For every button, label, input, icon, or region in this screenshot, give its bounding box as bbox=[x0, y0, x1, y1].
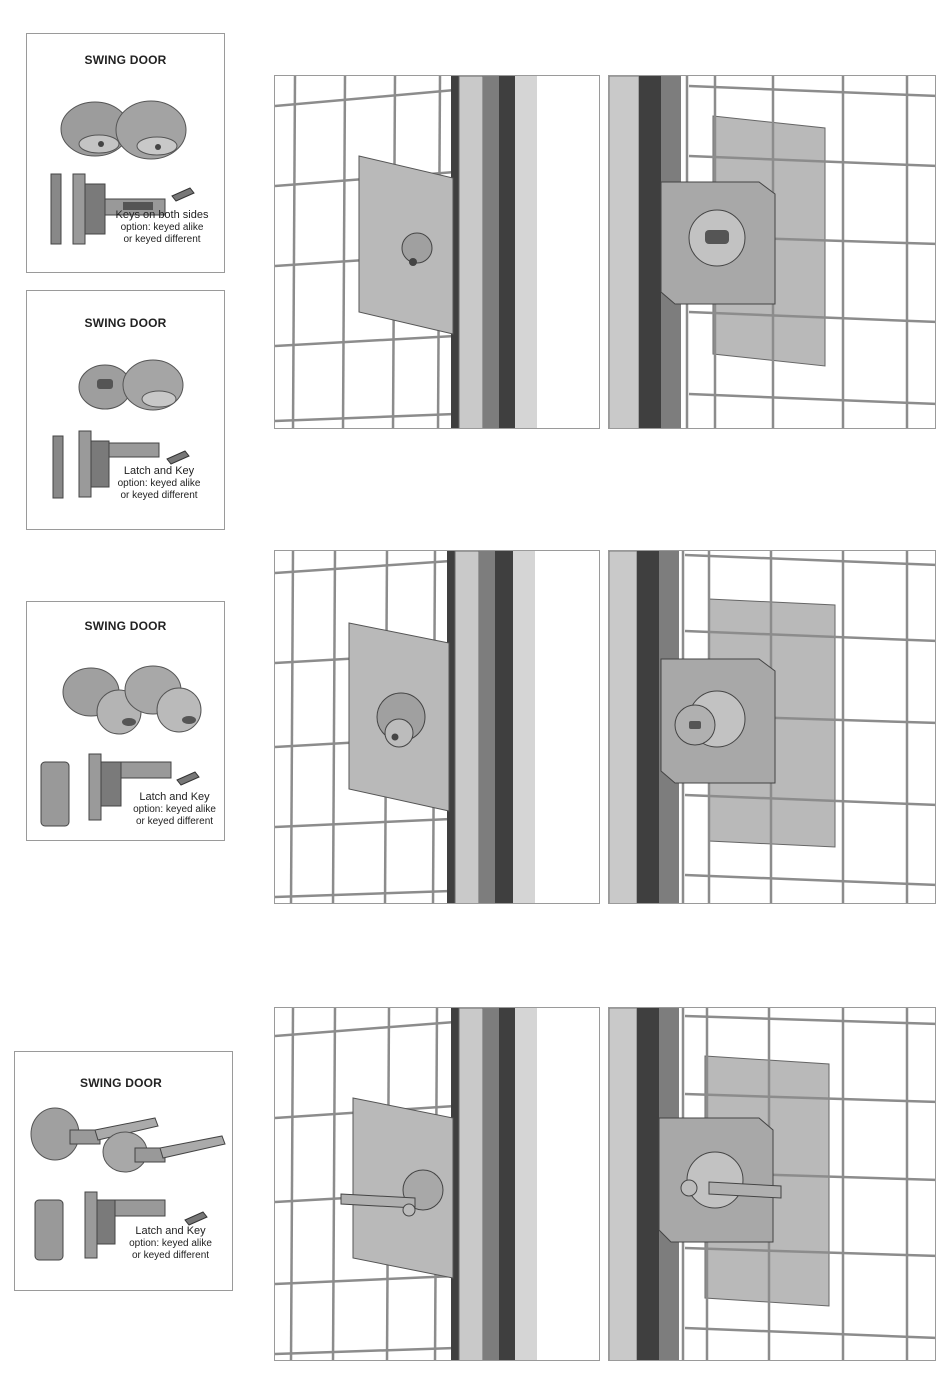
caption-line3: or keyed different bbox=[120, 490, 198, 501]
panel-row2-inside bbox=[608, 550, 936, 904]
caption-main: Keys on both sides bbox=[115, 209, 209, 221]
card-title: SWING DOOR bbox=[84, 619, 167, 633]
caption-line2: option: keyed alike bbox=[129, 1237, 212, 1249]
caption-line2: option: keyed alike bbox=[117, 477, 201, 489]
hardware-card-1 bbox=[26, 33, 225, 273]
caption-main: Latch and Key bbox=[123, 465, 195, 477]
card-caption bbox=[118, 1225, 223, 1263]
card-title: SWING DOOR bbox=[84, 316, 167, 330]
panel-row3-outside bbox=[274, 1007, 600, 1361]
mesh-door-lever-inside-illustration bbox=[609, 1008, 936, 1361]
caption-line3: or keyed different bbox=[131, 1250, 210, 1261]
mesh-door-deadbolt-inside-illustration bbox=[609, 76, 936, 429]
caption-main: Latch and Key bbox=[135, 1225, 206, 1237]
panel-row3-inside bbox=[608, 1007, 936, 1361]
caption-line2: option: keyed alike bbox=[120, 221, 204, 233]
hardware-card-2 bbox=[26, 290, 225, 530]
mesh-door-knob-outside-illustration bbox=[275, 551, 600, 904]
mesh-door-deadbolt-outside-illustration bbox=[275, 76, 600, 429]
caption-main: Latch and Key bbox=[139, 791, 210, 803]
panel-row1-inside bbox=[608, 75, 936, 429]
card-caption bbox=[99, 465, 219, 503]
card-title: SWING DOOR bbox=[80, 1076, 162, 1090]
panel-row2-outside bbox=[274, 550, 600, 904]
caption-line3: or keyed different bbox=[123, 234, 201, 245]
mesh-door-knob-inside-illustration bbox=[609, 551, 936, 904]
hardware-card-3 bbox=[26, 601, 225, 841]
card-title: SWING DOOR bbox=[84, 53, 167, 67]
caption-line2: option: keyed alike bbox=[133, 803, 216, 815]
hardware-card-4 bbox=[14, 1051, 233, 1291]
card-caption bbox=[117, 791, 232, 829]
panel-row1-outside bbox=[274, 75, 600, 429]
mesh-door-lever-outside-illustration bbox=[275, 1008, 600, 1361]
caption-line3: or keyed different bbox=[135, 816, 214, 827]
card-caption bbox=[99, 209, 225, 247]
